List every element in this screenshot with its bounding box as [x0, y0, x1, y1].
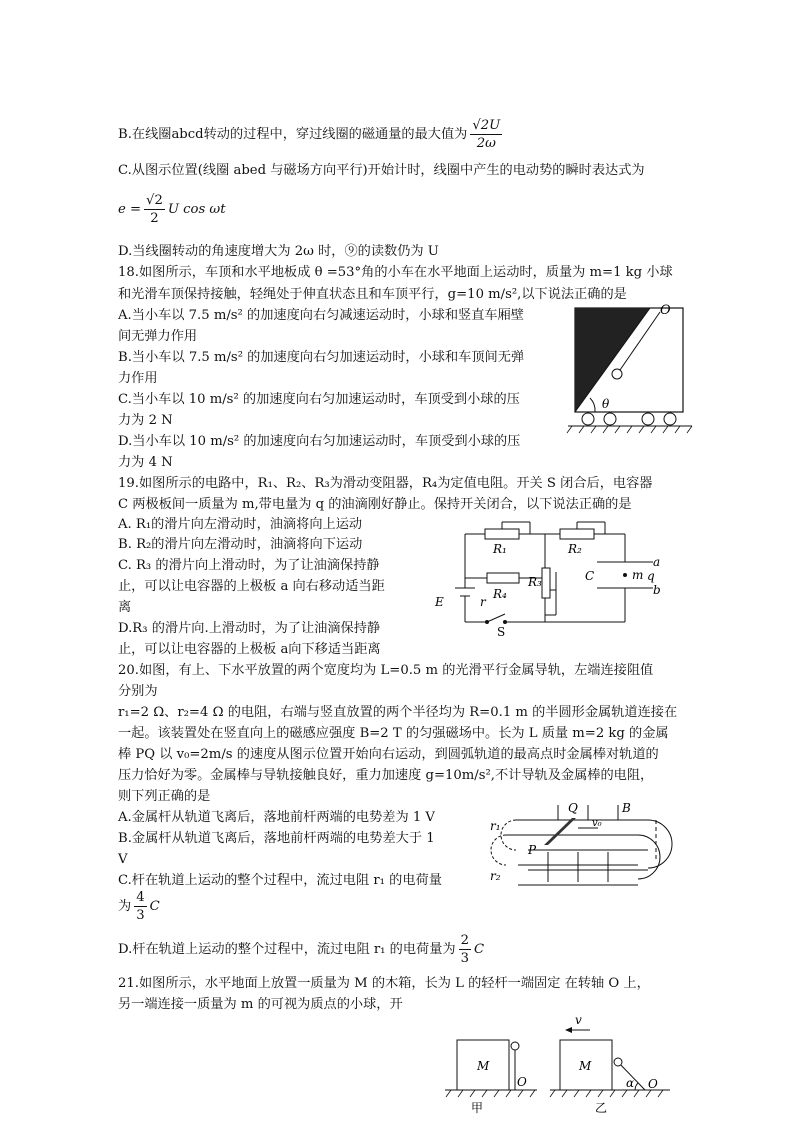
- q21-jia-label: 甲: [471, 1101, 484, 1115]
- q18-option-a-1: A.当小车以 7.5 m/s² 的加速度向右匀减速运动时，小球和竖直车厢壁: [118, 308, 524, 323]
- q17-formula: e = $\frac{√2}{2}$ U cos ωt: [118, 193, 226, 226]
- q20-p-label: P: [528, 843, 537, 857]
- q18-option-c-2: 力为 2 N: [118, 413, 173, 428]
- q18-stem-1: 18.如图所示，车顶和水平地板成 θ =53°角的小车在水平地面上运动时，质量为 m=1 kg 小球: [118, 265, 673, 280]
- q19-option-d-2: 止，可以让电容器的上极板 a向下移适当距离: [118, 642, 381, 657]
- q20-stem-5: 棒 PQ 以 v₀=2m/s 的速度从图示位置开始向右运动，到圆弧轨道的最高点时金属棒对轨道的: [118, 747, 659, 762]
- q20-option-b-1: B.金属杆从轨道飞离后，落地前杆两端的电势差大于 1: [118, 831, 435, 846]
- q21-box-figure: [445, 1012, 705, 1122]
- q17-b-fraction: $\frac{√2U}{2\omega}$: [472, 118, 501, 151]
- q19-circuit-figure: [425, 520, 675, 640]
- q19-b-label: b: [653, 583, 661, 597]
- q20-q-label: Q: [568, 801, 578, 815]
- q19-q-label: q: [647, 569, 655, 583]
- q18-option-b-1: B.当小车以 7.5 m/s² 的加速度向右匀加速运动时，小球和车顶间无弹: [118, 350, 525, 365]
- q21-o-label-right: O: [648, 1077, 658, 1091]
- q18-o-label: O: [660, 303, 671, 318]
- q18-option-a-2: 间无弹力作用: [118, 329, 198, 344]
- q20-c-fraction: $\frac{4}{3}$: [136, 890, 145, 923]
- q17-c-fraction: $\frac{√2}{2}$: [146, 193, 163, 226]
- q20-option-c-1: C.杆在轨道上运动的整个过程中，流过电阻 r₁ 的电荷量: [118, 873, 442, 888]
- q17-option-b: B.在线圈abcd转动的过程中，穿过线圈的磁通量的最大值为 $\frac{√2U}{2\omega}$: [118, 118, 501, 151]
- q18-theta-label: θ: [602, 397, 610, 411]
- q19-e-label: E: [435, 595, 444, 609]
- q19-r1-label: R₁: [493, 542, 507, 556]
- q18-option-b-2: 力作用: [118, 371, 158, 386]
- q18-option-d-1: D.当小车以 10 m/s² 的加速度向右匀加速运动时，车顶受到小球的压: [118, 434, 521, 449]
- q21-m-label-left: M: [477, 1059, 490, 1073]
- q19-option-a: A. R₁的滑片向左滑动时，油滴将向上运动: [118, 517, 363, 532]
- q19-option-d-1: D.R₃ 的滑片向.上滑动时，为了让油滴保持静: [118, 621, 381, 636]
- q19-option-c-1: C. R₃ 的滑片向上滑动时，为了让油滴保持静: [118, 558, 380, 573]
- q21-stem-2: 另一端连接一质量为 m 的可视为质点的小球，开: [118, 997, 403, 1012]
- q19-r3-label: R₃: [528, 575, 542, 589]
- q17-option-c: C.从图示位置(线圈 abed 与磁场方向平行)开始计时，线圈中产生的电动势的瞬时表达式为: [118, 163, 645, 178]
- q19-option-c-2: 止，可以让电容器的上极板 a 向右移动适当距: [118, 579, 385, 594]
- q21-v-label: v: [575, 1013, 582, 1027]
- q20-stem-7: 则下列正确的是: [118, 789, 211, 804]
- q21-alpha-label: α: [626, 1076, 635, 1090]
- q20-stem-6: 压力恰好为零。金属棒与导轨接触良好，重力加速度 g=10m/s²,不计导轨及金属棒的电阻，: [118, 768, 654, 783]
- q20-option-b-2: V: [118, 852, 128, 867]
- q21-o-label-left: O: [517, 1075, 527, 1089]
- q20-stem-2: 分别为: [118, 684, 158, 699]
- q18-stem-2: 和光滑车顶保持接触，轻绳处于伸直状态且和车顶平行，g=10 m/s²,以下说法正确的是: [118, 287, 627, 302]
- q20-b-label: B: [622, 801, 631, 815]
- q18-option-d-2: 力为 4 N: [118, 455, 173, 470]
- q17-option-d: D.当线圈转动的角速度增大为 2ω 时，⑨的读数仍为 U: [118, 244, 439, 259]
- q20-option-a: A.金属杆从轨道飞离后，落地前杆两端的电势差为 1 V: [118, 810, 435, 825]
- q20-stem-4: 一起。该装置处在竖直向上的磁感应强度 B=2 T 的匀强磁场中。长为 L 质量 m=2 kg 的金属: [118, 726, 669, 741]
- q20-d-fraction: $\frac{2}{3}$: [460, 933, 469, 966]
- q19-r4-label: R₄: [493, 587, 507, 601]
- q20-option-d: D.杆在轨道上运动的整个过程中，流过电阻 r₁ 的电荷量为 $\frac{2}{3}$ C: [118, 933, 485, 966]
- q19-a-label: a: [653, 555, 661, 569]
- q19-r2-label: R₂: [568, 542, 582, 556]
- q21-stem-1: 21.如图所示，水平地面上放置一质量为 M 的木箱，长为 L 的轻杆一端固定 在转轴 O 上，: [118, 976, 650, 991]
- q20-rail-figure: [488, 800, 688, 900]
- q19-option-c-3: 离: [118, 600, 132, 615]
- q21-m-label-right: M: [579, 1059, 592, 1073]
- q20-stem-1: 20.如图，有上、下水平放置的两个宽度均为 L=0.5 m 的光滑平行金属导轨，左端连接阻值: [118, 663, 654, 678]
- q19-m-label: m: [632, 568, 644, 582]
- q19-stem-1: 19.如图所示的电路中，R₁、R₂、R₃为滑动变阻器，R₄为定值电阻。开关 S 闭合后，电容器: [118, 476, 653, 491]
- q19-stem-2: C 两极板间一质量为 m,带电量为 q 的油滴刚好静止。保持开关闭合，以下说法正确的是: [118, 497, 632, 512]
- q20-r1-label: r₁: [490, 819, 501, 833]
- q20-option-c-2: 为 $\frac{4}{3}$ C: [118, 890, 160, 923]
- q19-s-label: S: [497, 625, 506, 639]
- q20-stem-3: r₁=2 Ω、r₂=4 Ω 的电阻，右端与竖直放置的两个半径均为 R=0.1 m 的半圆形金属轨道连接在: [118, 705, 678, 720]
- q19-option-b: B. R₂的滑片向左滑动时，油滴将向下运动: [118, 537, 363, 552]
- q21-yi-label: 乙: [595, 1101, 608, 1115]
- q20-v0-label: v₀: [592, 818, 602, 829]
- q18-option-c-1: C.当小车以 10 m/s² 的加速度向右匀加速运动时，车顶受到小球的压: [118, 392, 520, 407]
- q18-cart-figure: [560, 300, 700, 440]
- q19-c-label: C: [585, 569, 595, 583]
- q19-r-label: r: [480, 595, 486, 609]
- q20-r2-label: r₂: [490, 869, 501, 883]
